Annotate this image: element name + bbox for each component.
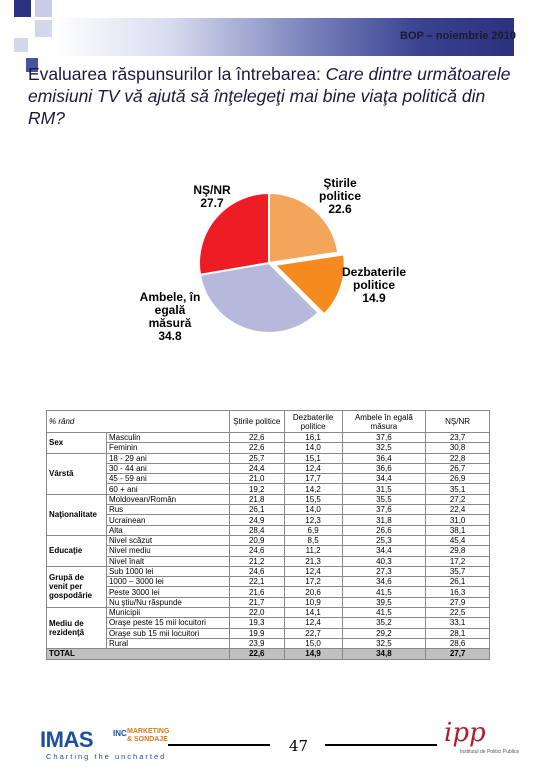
title-question: Care dintre următoarele emisiuni TV vă ajută să înţelegeţi mai bine viaţa politică din RM? <box>28 64 511 128</box>
table-cell: 12,4 <box>284 566 342 576</box>
table-cell: 22,0 <box>229 608 284 618</box>
table-cell: 41,5 <box>342 587 426 597</box>
table-cell: 12,4 <box>284 618 342 628</box>
table-cell: 27,9 <box>426 597 490 607</box>
table-cell: 34,4 <box>342 474 426 484</box>
table-row <box>47 505 490 515</box>
header-stirile: Ştirile politice <box>229 411 284 433</box>
table-cell: 26,7 <box>426 463 490 473</box>
table-cell: 31,0 <box>426 515 490 525</box>
row-label: 30 - 44 ani <box>106 463 229 473</box>
table-row <box>47 618 490 628</box>
table-cell: 17,7 <box>284 474 342 484</box>
table-cell: 22,8 <box>426 453 490 463</box>
table-row <box>47 535 490 545</box>
table-cell: 20,9 <box>229 535 284 545</box>
row-label: Nivel mediu <box>106 546 229 556</box>
table-cell: 26,1 <box>229 505 284 515</box>
row-label: Sub 1000 lei <box>106 566 229 576</box>
row-label: 18 - 29 ani <box>106 453 229 463</box>
table-row <box>47 556 490 566</box>
table-cell: 21,2 <box>229 556 284 566</box>
table-cell: 36,4 <box>342 453 426 463</box>
table-cell: 27,2 <box>426 494 490 504</box>
table-cell: 29,2 <box>342 628 426 638</box>
table-cell: 15,5 <box>284 494 342 504</box>
row-label: 1000 – 3000 lei <box>106 577 229 587</box>
table-cell: 29,8 <box>426 546 490 556</box>
table-cell: 24,4 <box>229 463 284 473</box>
header-ambele: Ambele în egală măsura <box>342 411 426 433</box>
header-date: BOP – noiembrie 2010 <box>400 30 516 42</box>
row-label: 45 - 59 ani <box>106 474 229 484</box>
total-label: TOTAL <box>47 649 230 659</box>
total-cell: 22,6 <box>229 649 284 659</box>
table-row <box>47 494 490 504</box>
table-cell: 21,3 <box>284 556 342 566</box>
row-label: 60 + ani <box>106 484 229 494</box>
table-row <box>47 484 490 494</box>
table-row <box>47 453 490 463</box>
table-cell: 28,4 <box>229 525 284 535</box>
total-row <box>47 649 490 659</box>
total-cell: 14,9 <box>284 649 342 659</box>
table-cell: 22,6 <box>229 433 284 443</box>
label-nsnr <box>172 184 252 210</box>
table-cell: 32,5 <box>342 443 426 453</box>
title-lead: Evaluarea răspunsurilor la întrebarea: <box>28 64 326 84</box>
table-row <box>47 628 490 638</box>
table-cell: 17,2 <box>426 556 490 566</box>
table-row <box>47 566 490 576</box>
table-row <box>47 638 490 648</box>
table-cell: 39,5 <box>342 597 426 607</box>
table-cell: 30,8 <box>426 443 490 453</box>
table-cell: 8,5 <box>284 535 342 545</box>
label-dezbaterile <box>328 266 420 305</box>
row-label: Nu ştiu/Nu răspunde <box>106 597 229 607</box>
table-cell: 10,9 <box>284 597 342 607</box>
label-ambele <box>128 291 212 343</box>
table-cell: 12,4 <box>284 463 342 473</box>
table-cell: 16,3 <box>426 587 490 597</box>
table-cell: 45,4 <box>426 535 490 545</box>
label-ambele-value: 34.8 <box>158 329 182 343</box>
table-cell: 28,1 <box>426 628 490 638</box>
table-cell: 14,1 <box>284 608 342 618</box>
table-cell: 14,2 <box>284 484 342 494</box>
table-row <box>47 443 490 453</box>
table-cell: 24,9 <box>229 515 284 525</box>
table-cell: 41,5 <box>342 608 426 618</box>
group-label: Mediu de rezidenţă <box>47 608 107 649</box>
table-cell: 36,6 <box>342 463 426 473</box>
table-cell: 15,0 <box>284 638 342 648</box>
table-cell: 21,0 <box>229 474 284 484</box>
table-cell: 37,6 <box>342 505 426 515</box>
row-label: Alta <box>106 525 229 535</box>
row-label: Feminin <box>106 443 229 453</box>
row-label: Rural <box>106 638 229 648</box>
table-cell: 19,2 <box>229 484 284 494</box>
table-row <box>47 515 490 525</box>
total-cell: 27,7 <box>426 649 490 659</box>
table-cell: 21,8 <box>229 494 284 504</box>
label-dezbaterile-value: 14.9 <box>362 291 386 305</box>
table-cell: 6,9 <box>284 525 342 535</box>
table-cell: 16,1 <box>284 433 342 443</box>
table-cell: 22,5 <box>426 608 490 618</box>
page-number: 47 <box>289 737 309 755</box>
group-label: Educaţie <box>47 535 107 566</box>
table-cell: 24,6 <box>229 566 284 576</box>
table-cell: 23,9 <box>229 638 284 648</box>
table-cell: 22,1 <box>229 577 284 587</box>
data-table <box>46 410 490 660</box>
table-cell: 20,6 <box>284 587 342 597</box>
table-row <box>47 577 490 587</box>
row-label: Moldovean/Român <box>106 494 229 504</box>
table-cell: 37,6 <box>342 433 426 443</box>
table-cell: 31,5 <box>342 484 426 494</box>
header-nsnr: NŞ/NR <box>426 411 490 433</box>
table-cell: 26,9 <box>426 474 490 484</box>
table-row <box>47 433 490 443</box>
table-cell: 19,9 <box>229 628 284 638</box>
label-dezbaterile-text: Dezbaterile politice <box>341 265 407 292</box>
label-stirile-value: 22.6 <box>328 202 352 216</box>
table-cell: 22,4 <box>426 505 490 515</box>
table-cell: 34,4 <box>342 546 426 556</box>
table-cell: 15,1 <box>284 453 342 463</box>
label-ambele-text: Ambele, în egală măsură <box>139 290 201 330</box>
table-cell: 40,3 <box>342 556 426 566</box>
table-cell: 35,1 <box>426 484 490 494</box>
imas-mark: MARKETING & SONDAJE <box>127 728 170 743</box>
imas-tagline: Charting the uncharted <box>46 752 167 761</box>
table-cell: 32,5 <box>342 638 426 648</box>
table-cell: 26,1 <box>426 577 490 587</box>
table-cell: 23,7 <box>426 433 490 443</box>
row-label: Ucrainean <box>106 515 229 525</box>
table-cell: 21,7 <box>229 597 284 607</box>
table-cell: 35,2 <box>342 618 426 628</box>
table-row <box>47 474 490 484</box>
table-cell: 19,3 <box>229 618 284 628</box>
table-cell: 11,2 <box>284 546 342 556</box>
label-stirile <box>300 177 380 216</box>
imas-logo: IMAS <box>40 727 93 752</box>
row-label: Peste 3000 lei <box>106 587 229 597</box>
table-cell: 33,1 <box>426 618 490 628</box>
table-row <box>47 546 490 556</box>
table-cell: 25,7 <box>229 453 284 463</box>
row-label: Oraşe peste 15 mii locuitori <box>106 618 229 628</box>
footer-rule-left <box>168 744 270 746</box>
row-label: Rus <box>106 505 229 515</box>
row-label: Masculin <box>106 433 229 443</box>
row-label: Nivel înalt <box>106 556 229 566</box>
group-label: Grupă de venit per gospodărie <box>47 566 107 607</box>
table-cell: 24,6 <box>229 546 284 556</box>
header-dezbaterile: Dezbaterile politice <box>284 411 342 433</box>
row-label: Nivel scăzut <box>106 535 229 545</box>
table-row <box>47 597 490 607</box>
table-cell: 17,2 <box>284 577 342 587</box>
ipp-subtitle: Institutul de Politici Publice <box>460 749 520 755</box>
imas-inc: INC <box>113 729 127 738</box>
group-label: Vârstă <box>47 453 107 494</box>
table-corner: % rând <box>47 411 230 433</box>
table-cell: 14,0 <box>284 443 342 453</box>
label-nsnr-value: 27.7 <box>200 196 224 210</box>
table-cell: 38,1 <box>426 525 490 535</box>
table-cell: 26,6 <box>342 525 426 535</box>
table-cell: 31,8 <box>342 515 426 525</box>
table-row <box>47 525 490 535</box>
table-row <box>47 587 490 597</box>
table-cell: 22,6 <box>229 443 284 453</box>
row-label: Municipii <box>106 608 229 618</box>
total-cell: 34,8 <box>342 649 426 659</box>
group-label: Sex <box>47 433 107 454</box>
table-cell: 35,5 <box>342 494 426 504</box>
table-cell: 22,7 <box>284 628 342 638</box>
table-cell: 34,6 <box>342 577 426 587</box>
table-cell: 35,7 <box>426 566 490 576</box>
table-cell: 25,3 <box>342 535 426 545</box>
ipp-logo: ipp <box>444 718 486 748</box>
label-nsnr-text: NŞ/NR <box>193 183 231 197</box>
row-label: Oraşe sub 15 mii locuitori <box>106 628 229 638</box>
table-row <box>47 463 490 473</box>
table-cell: 12,3 <box>284 515 342 525</box>
table-cell: 21,6 <box>229 587 284 597</box>
table-row <box>47 608 490 618</box>
footer-rule-right <box>325 744 437 746</box>
label-stirile-text: Ştirile politice <box>318 176 361 203</box>
group-label: Naţionalitate <box>47 494 107 535</box>
table-cell: 14,0 <box>284 505 342 515</box>
table-cell: 28,6 <box>426 638 490 648</box>
table-cell: 27,3 <box>342 566 426 576</box>
